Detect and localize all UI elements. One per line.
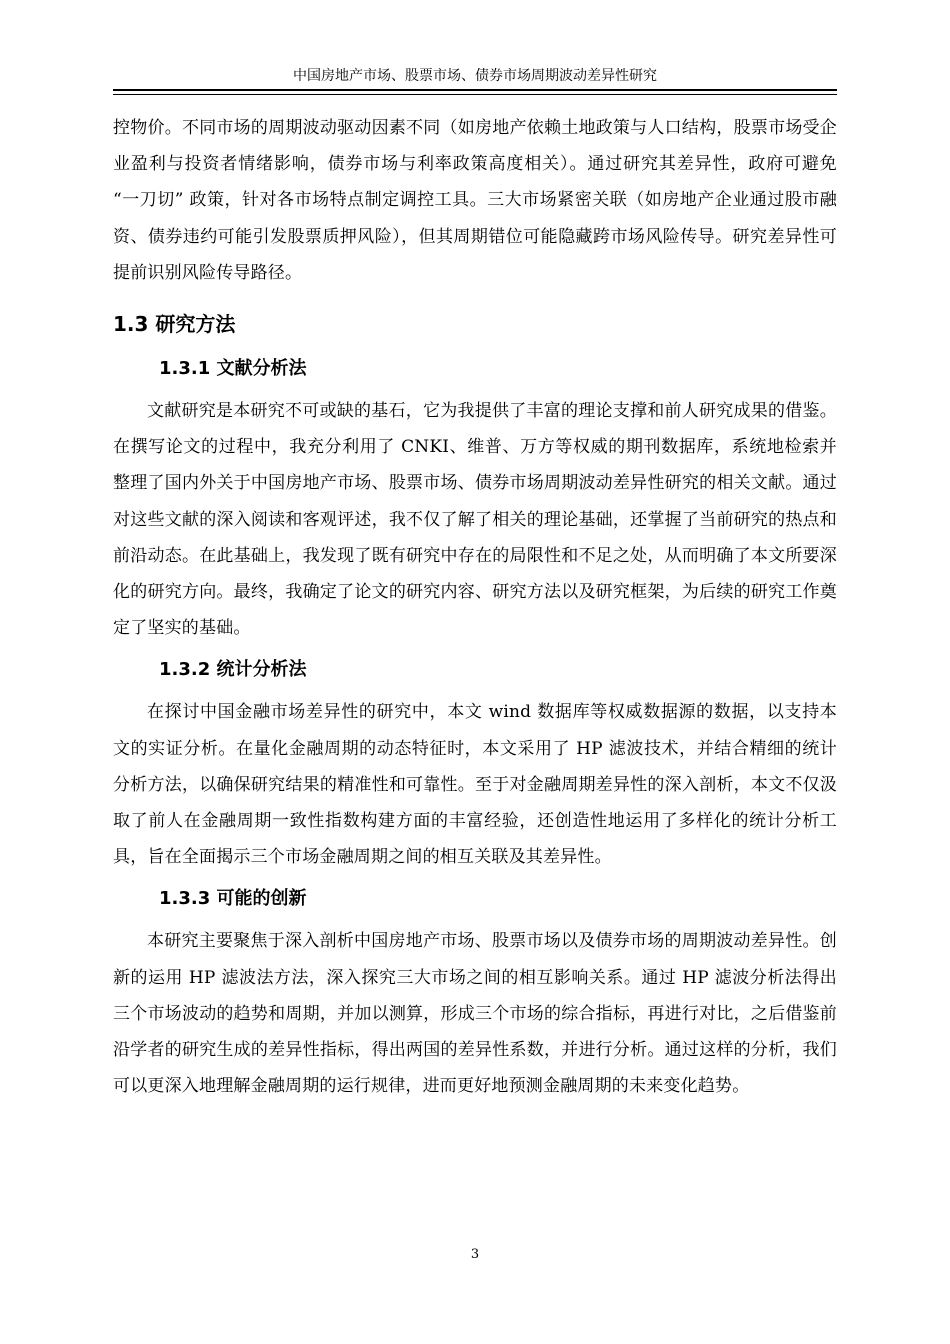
continuation-paragraph: 控物价。不同市场的周期波动驱动因素不同（如房地产依赖土地政策与人口结构，股票市场受企业盈利与投资者情绪影响，债券市场与利率政策高度相关）。通过研究其差异性，政府可避免 “一刀切” 政策，针对各市场特点制定调控工具。三大市场紧密关联（如房地产企业通过股市融资、债券违约可能引发股票质押风险），但其周期错位可能隐藏跨市场风险传导。研究差异性可提前识别风险传导路径。 [113,118,837,283]
header-rule-thin [113,94,837,95]
subsection-heading-statistics: 1.3.2 统计分析法 [159,659,307,681]
page-content [113,110,837,1104]
paragraph-statistics: 在探讨中国金融市场差异性的研究中，本文 wind 数据库等权威数据源的数据，以支持本文的实证分析。在量化金融周期的动态特征时，本文采用了 HP 滤波技术，并结合精细的统计分析方法，以确保研究结果的精准性和可靠性。至于对金融周期差异性的深入剖析，本文不仅汲取了前人在金融周期一致性指数构建方面的丰富经验，还创造性地运用了多样化的统计分析工具，旨在全面揭示三个市场金融周期之间的相互关联及其差异性。 [113,702,837,868]
header-rule-thick [113,89,837,91]
section-heading: 1.3 研究方法 [113,312,236,337]
paragraph-literature: 文献研究是本研究不可或缺的基石，它为我提供了丰富的理论支撑和前人研究成果的借鉴。在撰写论文的过程中，我充分利用了 CNKI、维普、万方等权威的期刊数据库，系统地检索并整理了国内外关于中国房地产市场、股票市场、债券市场周期波动差异性研究的相关文献。通过对这些文献的深入阅读和客观评述，我不仅了解了相关的理论基础，还掌握了当前研究的热点和前沿动态。在此基础上，我发现了既有研究中存在的局限性和不足之处，从而明确了本文所要深化的研究方向。最终，我确定了论文的研究内容、研究方法以及研究框架，为后续的研究工作奠定了坚实的基础。 [113,401,837,639]
page-number: 3 [470,1247,480,1262]
paragraph-innovation: 本研究主要聚焦于深入剖析中国房地产市场、股票市场以及债券市场的周期波动差异性。创新的运用 HP 滤波法方法，深入探究三大市场之间的相互影响关系。通过 HP 滤波分析法得出三个市场波动的趋势和周期，并加以测算，形成三个市场的综合指标，再进行对比，之后借鉴前沿学者的研究生成的差异性指标，得出两国的差异性系数，并进行分析。通过这样的分析，我们可以更深入地理解金融周期的运行规律，进而更好地预测金融周期的未来变化趋势。 [113,931,837,1097]
subsection-heading-literature: 1.3.1 文献分析法 [159,358,307,380]
running-header: 中国房地产市场、股票市场、债券市场周期波动差异性研究 [293,68,657,84]
subsection-heading-innovation: 1.3.3 可能的创新 [159,888,307,910]
